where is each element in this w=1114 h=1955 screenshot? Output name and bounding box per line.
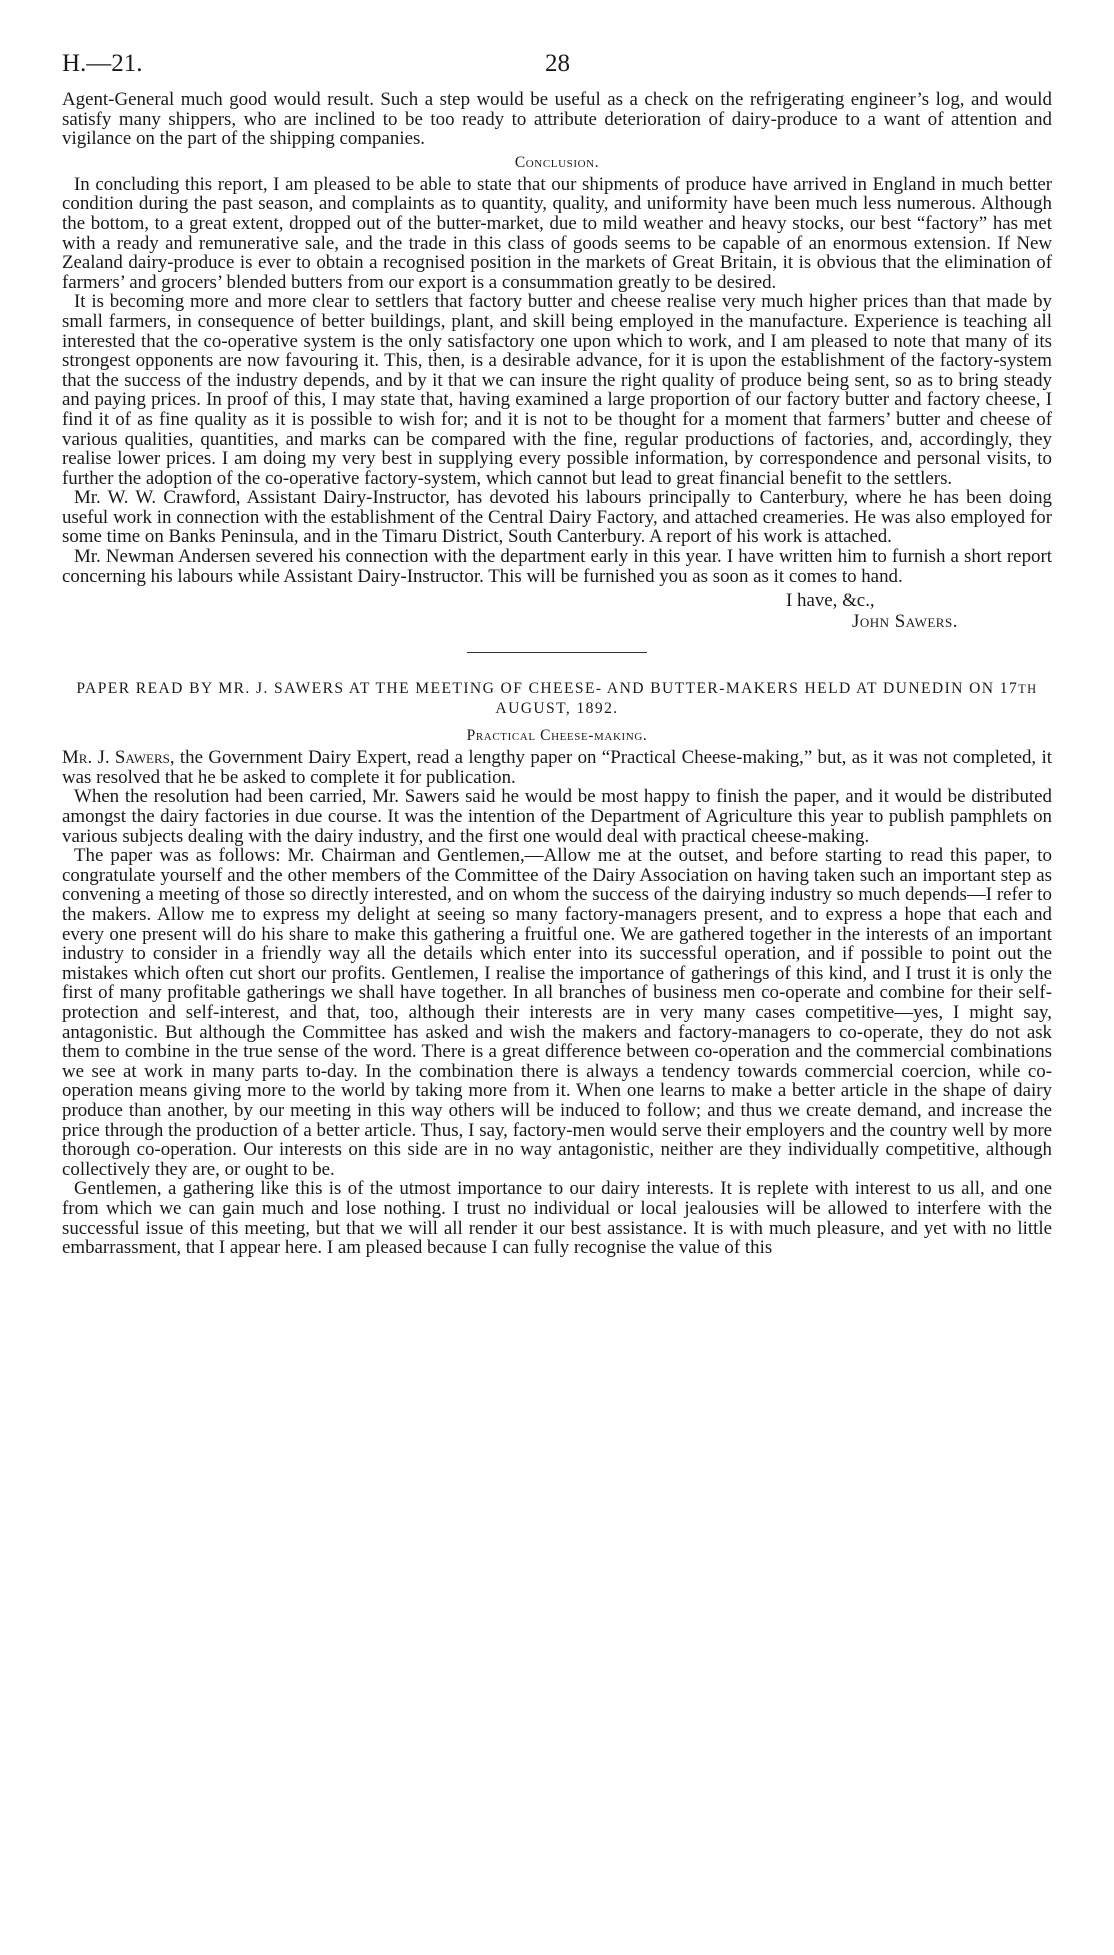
- paper-lead-name: Mr. J. Sawers: [62, 747, 170, 769]
- signoff-block: [62, 590, 1052, 632]
- document-page: [62, 50, 1052, 1258]
- paper-paragraph: Gentlemen, a gathering like this is of the utmost importance to our dairy interests. It is replete with interest to us all, and one from which we can gain much and lose nothing. I trust no individual or local jealousies will be allowed to interfere with the successful issue of this meeting, but that we will all render it our best assistance. It is with much pleasure, and yet with no little embarrassment, that I appear here. I am pleased because I can fully recognise the value of this: [62, 1178, 1052, 1259]
- paper-title-text: PAPER READ BY MR. J. SAWERS AT THE MEETING OF CHEESE- AND BUTTER-MAKERS HELD AT DUNEDIN ON 17: [76, 680, 1019, 698]
- running-header: [62, 50, 1052, 90]
- paper-title-date: AUGUST, 1892.: [495, 700, 619, 718]
- paper-paragraph: The paper was as follows: Mr. Chairman and Gentlemen,—Allow me at the outset, and before starting to read this paper, to congratulate yourself and the other members of the Committee of the Dairy Association on having taken such an important step as convening a meeting of those so directly interested, and on whom the success of the dairying industry so much depends—I refer to the makers. Allow me to express my delight at seeing so many factory-managers present, and to express a hope that each and every one present will do his share to make this gathering a fruitful one. We are gathered together in the interests of an important industry to consider in a friendly way all the details which enter into its successful operation, and if possible to point out the mistakes which often cut short our profits. Gentlemen, I realise the importance of gatherings of this kind, and I trust it is only the first of many profitable gatherings we shall have together. In all branches of business men co-operate and combine for their self-protection and self-interest, and that, too, although their interests are in very many cases competitive—yes, I might say, antagonistic. But although the Committee has asked and wish the makers and factory-managers to co-operate, they do not ask them to combine in the true sense of the word. There is a great difference between co-operation and the commercial combinations we see at work in many parts to-day. In the combination there is always a tendency towards commercial coercion, while co-operation means giving more to the world by taking more from it. When one learns to make a better article in the shape of dairy produce than another, by our meeting in this way others will be induced to follow; and thus we create demand, and increase the price through the production of a better article. Thus, I say, factory-men would serve their employers and the country well by more thorough co-operation. Our interests on this side are in no way antagonistic, neither are they individually competitive, although collectively they are, or ought to be.: [62, 845, 1052, 1180]
- conclusion-paragraph: In concluding this report, I am pleased to be able to state that our shipments of produce have arrived in England in much better condition during the past season, and complaints as to quantity, quality, and uniformity have been much less numerous. Although the bottom, to a great extent, dropped out of the butter-market, due to mild weather and heavy stocks, our best “factory” has met with a ready and remunerative sale, and the trade in this class of goods seems to be capable of an enormous extension. If New Zealand dairy-produce is ever to obtain a recognised position in the markets of Great Britain, it is obvious that the elimination of farmers’ and grocers’ blended butters from our export is a consummation greatly to be desired.: [62, 173, 1052, 293]
- conclusion-paragraph: Mr. Newman Andersen severed his connection with the department early in this year. I have written him to furnish a short report concerning his labours while Assistant Dairy-Instructor. This will be furnished you as soon as it comes to hand.: [62, 546, 1052, 587]
- conclusion-paragraph: Mr. W. W. Crawford, Assistant Dairy-Instructor, has devoted his labours principally to Canterbury, where he has been doing useful work in connection with the establishment of the Central Dairy Factory, and attached creameries. He was also employed for some time on Banks Peninsula, and in the Timaru District, South Canterbury. A report of his work is attached.: [62, 487, 1052, 548]
- paper-lead-text: , the Government Dairy Expert, read a lengthy paper on “Practical Cheese-making,” but, as it was not completed, it was resolved that he be asked to complete it for publication.: [62, 747, 1052, 788]
- paper-lead-paragraph: [62, 748, 1052, 787]
- conclusion-heading: Conclusion.: [514, 153, 600, 171]
- intro-paragraph: Agent-General much good would result. Such a step would be useful as a check on the refrigerating engineer’s log, and would satisfy many shippers, who are inclined to be too ready to attribute deterioration of dairy-produce to a want of attention and vigilance on the part of the shipping companies.: [62, 89, 1052, 150]
- paper-subheading: Practical Cheese-making.: [466, 727, 648, 745]
- closing-salutation: I have, &c.,: [786, 590, 875, 612]
- paper-paragraph: When the resolution had been carried, Mr. Sawers said he would be most happy to finish the paper, and it would be distributed amongst the dairy factories in due course. It was the intention of the Department of Agriculture this year to publish pamphlets on various subjects dealing with the dairy industry, and the first one would deal with practical cheese-making.: [62, 786, 1052, 847]
- page-number: 28: [545, 50, 570, 77]
- document-reference: H.—21.: [62, 50, 143, 77]
- signature: John Sawers.: [852, 611, 958, 633]
- paper-title: [62, 679, 1052, 718]
- section-divider: [467, 652, 647, 653]
- conclusion-paragraph: It is becoming more and more clear to settlers that factory butter and cheese realise very much higher prices than that made by small farmers, in consequence of better buildings, plant, and skill being employed in the manufacture. Experience is teaching all interested that the co-operative system is the only satisfactory one upon which to work, and I am pleased to note that many of its strongest opponents are now favouring it. This, then, is a desirable advance, for it is upon the establishment of the factory-system that the success of the industry depends, and by it that we can insure the right quality of produce being sent, so as to bring steady and paying prices. In proof of this, I may state that, having examined a large proportion of our factory butter and factory cheese, I find it of as fine quality as it is possible to wish for; and it is not to be thought for a moment that farmers’ butter and cheese of various qualities, quantities, and marks can be compared with the fine, regular productions of factories, and, accordingly, they realise lower prices. I am doing my very best in supplying every possible information, by correspondence and personal visits, to further the adoption of the co-operative factory-system, which cannot but lead to great financial benefit to the settlers.: [62, 291, 1052, 489]
- paper-title-ordinal: TH: [1018, 682, 1038, 697]
